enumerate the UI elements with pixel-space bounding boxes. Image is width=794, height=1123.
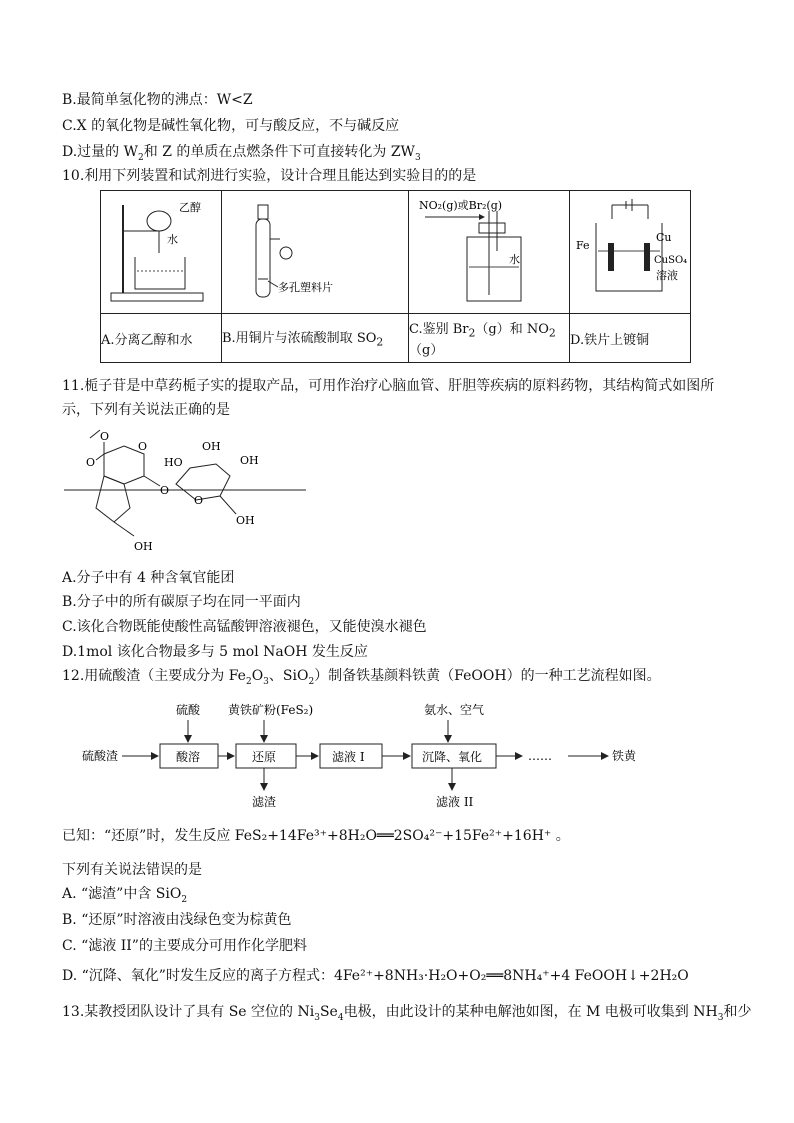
- distillation-apparatus-figure: [101, 191, 221, 309]
- label-solution: 溶液: [656, 269, 678, 282]
- q13-stem: 13.某教授团队设计了具有 Se 空位的 $Ni_3Se_4$电极，由此设计的某种电解池如图，在 M 电极可收集到 $NH_3$和少: [62, 1004, 752, 1023]
- oh-label-1: OH: [134, 540, 153, 553]
- glycosidic-o-label: O: [160, 484, 170, 497]
- fig-cu-h2so4: [222, 191, 409, 314]
- oh-label-3: OH: [240, 454, 259, 467]
- q12-ask: 下列有关说法错误的是: [62, 862, 202, 878]
- q10-caption-d: D.铁片上镀铜: [570, 314, 691, 363]
- q9-option-c: C.X 的氧化物是碱性氧化物，可与酸反应，不与碱反应: [62, 118, 400, 134]
- label-cu: Cu: [656, 231, 672, 244]
- q12-option-c: C. “滤液 II”的主要成分可用作化学肥料: [62, 938, 307, 954]
- label-porous-plate: 多孔塑料片: [278, 281, 333, 294]
- q12-option-d: D. “沉降、氧化”时发生反应的离子方程式：4Fe²⁺+8NH₃·H₂O+O₂══8NH₄⁺+4 FeOOH↓+2H₂O: [62, 968, 689, 984]
- reagent-ammonia-air: 氨水、空气: [424, 703, 485, 717]
- flow-box1-label: 酸溶: [176, 750, 201, 764]
- oh-label-4: OH: [236, 514, 255, 527]
- flow-start: 硫酸渣: [82, 749, 119, 763]
- q11-option-a: A.分子中有 4 种含氧官能团: [62, 570, 235, 586]
- q9-option-d: D.过量的 $W_2$和 Z 的单质在点燃条件下可直接转化为 $ZW_3$: [62, 144, 421, 163]
- q12-known: 已知：“还原”时，发生反应 FeS₂+14Fe³⁺+8H₂O══2SO₄²⁻+15Fe²⁺+16H⁺ 。: [62, 828, 570, 844]
- q10-stem: 10.利用下列装置和试剂进行实验，设计合理且能达到实验目的的是: [62, 168, 477, 184]
- q11-option-d: D.1mol 该化合物最多与 5 mol NaOH 发生反应: [62, 644, 368, 660]
- label-ethanol: 乙醇: [179, 201, 201, 214]
- ester-o-label: O: [100, 430, 110, 443]
- label-cuso4: CuSO₄: [654, 255, 688, 266]
- q10-caption-b: B.用铜片与浓硫酸制取 $SO_2$: [222, 314, 409, 363]
- flow-box4-label: 沉降、氧化: [422, 750, 483, 764]
- label-water-bottle: 水: [509, 253, 520, 266]
- ho-label: HO: [164, 456, 183, 469]
- sugar-o-label: O: [194, 494, 204, 507]
- oh-label-2: OH: [202, 440, 221, 453]
- q9-option-b: B.最简单氢化物的沸点：W<Z: [62, 92, 253, 108]
- flow-end: 铁黄: [612, 749, 637, 763]
- ring-o-label: O: [138, 440, 148, 453]
- electroplating-figure: [570, 191, 690, 309]
- flow-box3-label: 滤液 I: [332, 750, 365, 764]
- q11-option-c: C.该化合物既能使酸性高锰酸钾溶液褪色，又能使溴水褪色: [62, 619, 427, 635]
- process-flowchart: [82, 700, 722, 814]
- geniposide-structure: [60, 424, 310, 564]
- reagent-pyrite: 黄铁矿粉(FeS₂): [228, 703, 314, 717]
- q10-caption-c: C.鉴别 $Br_2(g)$和 $NO_2$ （g）: [409, 314, 570, 363]
- fig-gas-bottle: [409, 191, 570, 314]
- q10-caption-a: A.分离乙醇和水: [101, 314, 222, 363]
- q11-stem-line2: 示，下列有关说法正确的是: [62, 402, 230, 418]
- gas-bottle-figure: [409, 191, 569, 309]
- fig-distillation: [101, 191, 222, 314]
- q12-stem: 12.用硫酸渣（主要成分为 $Fe_2O_3$、SiO$_2$）制备铁基颜料铁黄（FeOOH）的一种工艺流程如图。: [62, 668, 661, 687]
- label-gas: NO₂(g)或Br₂(g): [419, 199, 503, 212]
- flow-output-residue: 滤渣: [252, 795, 277, 809]
- carbonyl-o-label: O: [86, 456, 96, 469]
- reagent-sulfuric-acid: 硫酸: [176, 703, 201, 717]
- q12-option-a: A. “滤渣”中含 SiO$_2$: [62, 886, 188, 905]
- label-water: 水: [167, 233, 178, 246]
- q12-option-b: B. “还原”时溶液由浅绿色变为棕黄色: [62, 912, 292, 928]
- flow-output-filtrate-2: 滤液 II: [436, 795, 474, 809]
- fig-electroplating: [570, 191, 691, 314]
- label-fe: Fe: [576, 239, 590, 252]
- flow-box2-label: 还原: [252, 750, 277, 764]
- q11-stem-line1: 11.栀子苷是中草药栀子实的提取产品，可用作治疗心脑血管、肝胆等疾病的原料药物，其结构简式如图所: [62, 378, 715, 394]
- q11-option-b: B.分子中的所有碳原子均在同一平面内: [62, 594, 301, 610]
- flow-dots: ……: [528, 749, 552, 763]
- q10-apparatus-table: [100, 190, 691, 363]
- tube-apparatus-figure: [222, 191, 408, 309]
